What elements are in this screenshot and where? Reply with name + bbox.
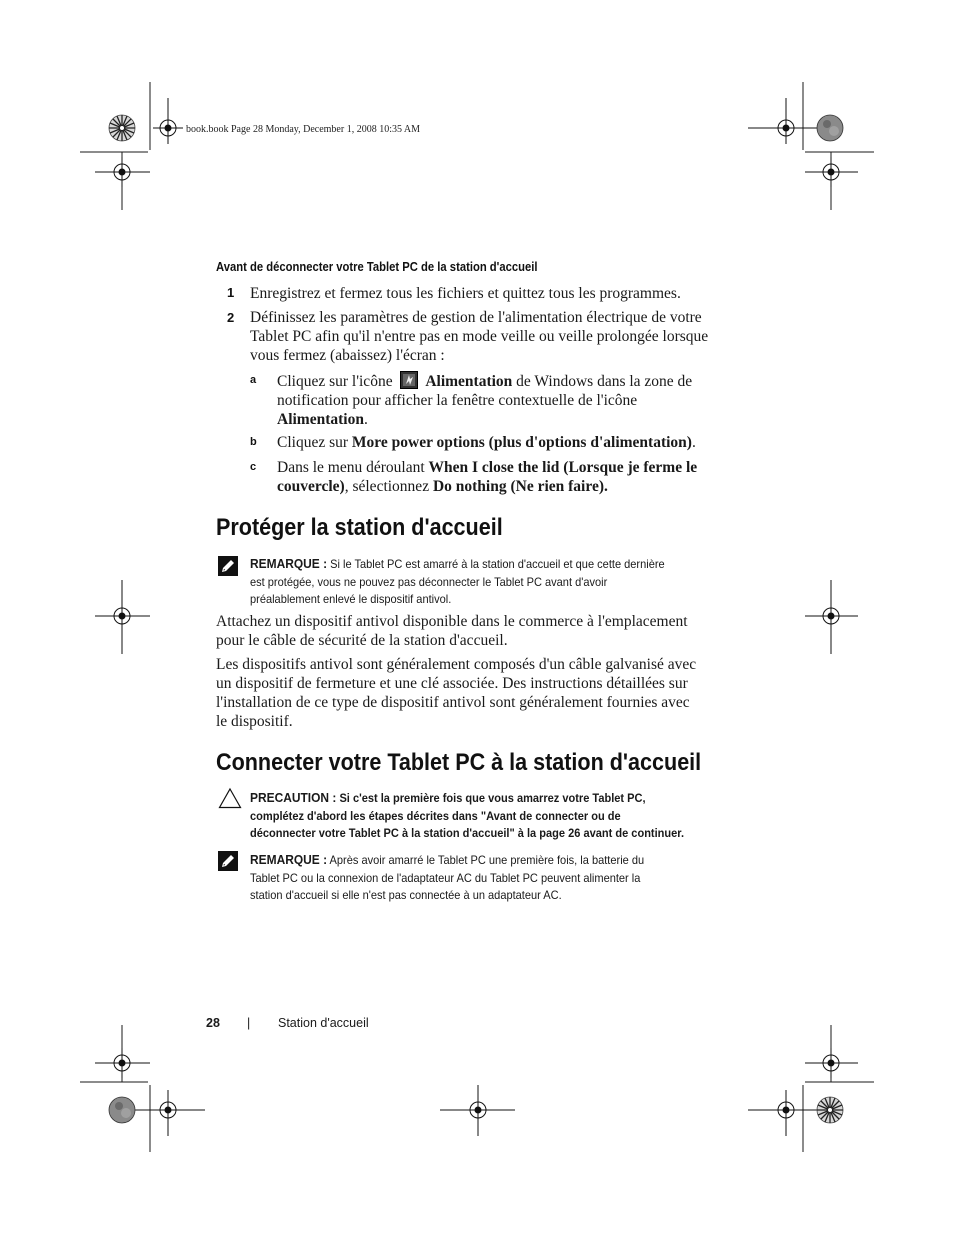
- color-wheel-icon: [107, 1095, 137, 1125]
- text-line: station d'accueil si elle n'est pas connectée à un adaptateur AC.: [250, 888, 562, 902]
- step-number: 1: [227, 285, 235, 300]
- section-heading: Avant de déconnecter votre Tablet PC de la station d'accueil: [216, 260, 538, 274]
- substep-text: [277, 371, 692, 429]
- text-run: Si c'est la première fois que vous amarrez votre Tablet PC,: [336, 791, 646, 805]
- text-run: When I close the lid (Lorsque je ferme le: [428, 459, 698, 476]
- text-line: Attachez un dispositif antivol disponible dans le commerce à l'emplacement: [216, 613, 688, 630]
- substep-letter: b: [250, 436, 257, 448]
- footer-separator: |: [247, 1016, 251, 1030]
- text-run: Cliquez sur: [277, 434, 352, 451]
- note-pencil-icon: [218, 851, 238, 871]
- text-run: couvercle): [277, 478, 345, 495]
- text-line: le dispositif.: [216, 713, 293, 730]
- page-heading-protect: Protéger la station d'accueil: [216, 514, 503, 541]
- text-run: .: [691, 434, 696, 451]
- caution-triangle-icon: [218, 787, 242, 809]
- text-run: Dans le menu déroulant: [277, 459, 429, 476]
- note-remarque-2: [250, 851, 644, 905]
- paragraph: [216, 612, 688, 650]
- page-heading-connect: Connecter votre Tablet PC à la station d'accueil: [216, 749, 702, 776]
- text-line: complétez d'abord les étapes décrites dans "Avant de connecter ou de: [250, 808, 621, 823]
- text-run: Alimentation: [425, 373, 513, 390]
- text-line: préalablement enlevé le dispositif antivol.: [250, 592, 452, 606]
- text-run: Si le Tablet PC est amarré à la station d'accueil et que cette dernière: [327, 557, 665, 571]
- substep-text: [277, 458, 697, 496]
- note-label: REMARQUE :: [250, 556, 328, 571]
- page-number: 28: [206, 1016, 220, 1030]
- color-wheel-icon: [107, 113, 137, 143]
- caution-label: PRECAUTION :: [250, 790, 337, 805]
- chapter-title: Station d'accueil: [278, 1016, 369, 1030]
- note-remarque-1: [250, 555, 665, 609]
- step-text: Enregistrez et fermez tous les fichiers et quittez tous les programmes.: [250, 285, 681, 302]
- paragraph: [216, 655, 696, 731]
- text-line: Tablet PC afin qu'il n'entre pas en mode veille ou veille prolongée lorsque: [250, 328, 709, 345]
- text-run: Do nothing (Ne rien faire).: [432, 478, 608, 495]
- text-line: est protégée, vous ne pouvez pas déconnecter le Tablet PC avant d'avoir: [250, 574, 608, 589]
- color-wheel-icon: [815, 1095, 845, 1125]
- text-run: , sélectionnez: [344, 478, 433, 495]
- text-run: More power options (plus d'options d'alimentation): [351, 434, 692, 451]
- text-line: Définissez les paramètres de gestion de l'alimentation électrique de votre: [250, 309, 702, 326]
- step-number: 2: [227, 310, 235, 325]
- print-slug: book.book Page 28 Monday, December 1, 2008 10:35 AM: [186, 124, 421, 135]
- step-text: [250, 308, 708, 365]
- substep-letter: a: [250, 374, 257, 386]
- text-line: vous fermez (abaissez) l'écran :: [250, 347, 445, 364]
- text-line: Les dispositifs antivol sont généralement composés d'un câble galvanisé avec: [216, 656, 697, 673]
- text-line: Tablet PC ou la connexion de l'adaptateur AC du Tablet PC peuvent alimenter la: [250, 870, 641, 885]
- text-line: déconnecter votre Tablet PC à la station d'accueil" à la page 26 avant de continuer.: [250, 826, 685, 840]
- text-line: l'installation de ce type de dispositif antivol sont généralement fournies avec: [216, 694, 690, 711]
- text-run: Cliquez sur l'icône: [277, 373, 393, 390]
- text-run: Alimentation: [277, 411, 364, 428]
- substep-text: [277, 433, 696, 452]
- caution-precaution: [250, 789, 684, 843]
- text-line: pour le câble de sécurité de la station d'accueil.: [216, 632, 508, 649]
- note-label: REMARQUE :: [250, 852, 328, 867]
- note-pencil-icon: [218, 556, 238, 576]
- text-line: notification pour afficher la fenêtre contextuelle de l'icône: [277, 392, 638, 409]
- text-run: de Windows dans la zone de: [512, 373, 693, 390]
- text-run: .: [363, 411, 368, 428]
- substep-letter: c: [250, 461, 257, 473]
- power-icon: [400, 371, 418, 389]
- text-run: Après avoir amarré le Tablet PC une première fois, la batterie du: [327, 853, 645, 867]
- color-wheel-icon: [815, 113, 845, 143]
- text-line: un dispositif de fermeture et une clé associée. Des instructions détaillées sur: [216, 675, 688, 692]
